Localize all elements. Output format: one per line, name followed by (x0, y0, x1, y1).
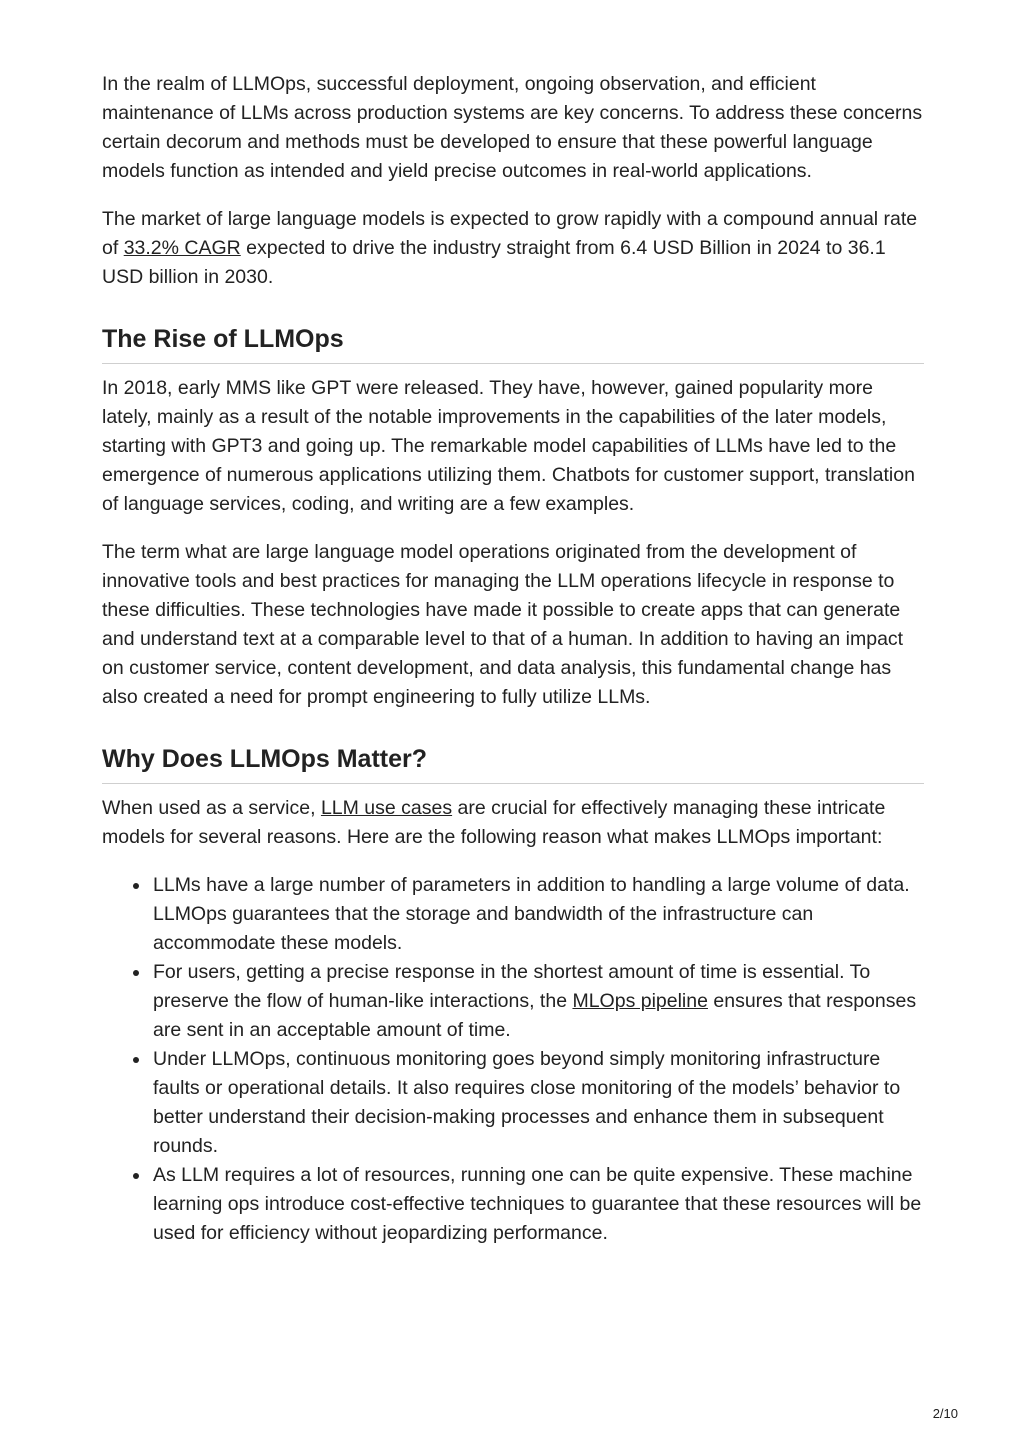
list-item: LLMs have a large number of parameters in addition to handling a large volume of data. LLMOps guarantees that the storage and bandwidth of the infrastructure can accommodate these models. (153, 871, 924, 958)
reasons-list (102, 871, 924, 1248)
article-body (102, 70, 924, 1248)
rise-heading: The Rise of LLMOps (102, 322, 924, 364)
market-paragraph (102, 205, 924, 292)
cagr-link[interactable]: 33.2% CAGR (123, 237, 241, 259)
market-text-start: The market of large language models is expected to grow rapidly with a compound annual rate of (102, 208, 918, 259)
rise-paragraph-2: The term what are large language model operations originated from the development of innovative tools and best practices for managing the LLM operations lifecycle in response to these difficulties. These technologies have made it possible to create apps that can generate and understand text at a comparable level to that of a human. In addition to having an impact on customer service, content development, and data analysis, this fundamental change has also created a need for prompt engineering to fully utilize LLMs. (102, 541, 904, 708)
bullet-text-start: For users, getting a precise response in the shortest amount of time is essential. To preserve the flow of human-like interactions, the (153, 961, 871, 1012)
llm-use-cases-link[interactable]: LLM use cases (320, 797, 453, 819)
mlops-pipeline-link[interactable]: MLOps pipeline (572, 990, 708, 1012)
intro-paragraph: In the realm of LLMOps, successful deployment, ongoing observation, and efficient maintenance of LLMs across production systems are key concerns. To address these concerns certain decorum and methods must be developed to ensure that these powerful language models function as intended and yield precise outcomes in real-world applications. (102, 73, 923, 182)
list-item: Under LLMOps, continuous monitoring goes beyond simply monitoring infrastructure faults or operational details. It also requires close monitoring of the models’ behavior to better understand their decision-making processes and enhance them in subsequent rounds. (153, 1045, 924, 1161)
why-text-start: When used as a service, (102, 797, 321, 819)
why-text-end: are crucial for effectively managing these intricate models for several reasons. Here are the following reason what makes LLMOps important: (102, 797, 886, 848)
market-text-end: expected to drive the industry straight from 6.4 USD Billion in 2024 to 36.1 USD billion in 2030. (102, 237, 886, 288)
bullet-text-end: ensures that responses are sent in an acceptable amount of time. (153, 990, 917, 1041)
list-item: As LLM requires a lot of resources, running one can be quite expensive. These machine learning ops introduce cost-effective techniques to guarantee that these resources will be used for efficiency without jeopardizing performance. (153, 1161, 924, 1248)
list-item (153, 958, 924, 1045)
why-heading: Why Does LLMOps Matter? (102, 742, 924, 784)
why-paragraph (102, 794, 924, 852)
page-number: 2/10 (932, 1406, 958, 1421)
rise-paragraph-1: In 2018, early MMS like GPT were released. They have, however, gained popularity more lately, mainly as a result of the notable improvements in the capabilities of the later models, starting with GPT3 and going up. The remarkable model capabilities of LLMs have led to the emergence of numerous applications utilizing them. Chatbots for customer support, translation of language services, coding, and writing are a few examples. (102, 377, 915, 515)
